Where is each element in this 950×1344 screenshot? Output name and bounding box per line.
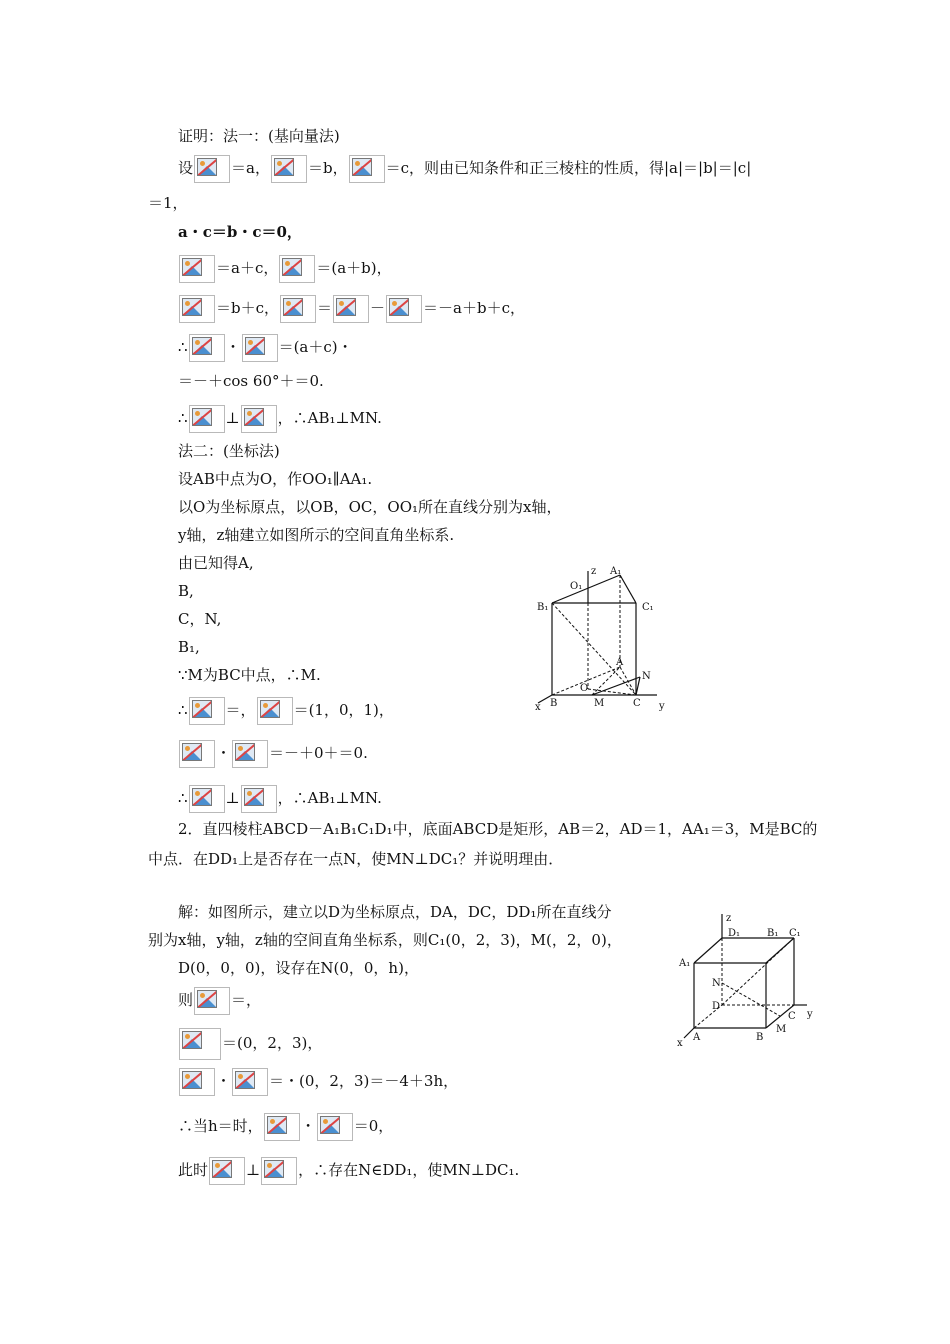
fig2-label-z: z: [726, 913, 732, 924]
p1-l6-text: ＝(a＋c)・: [278, 338, 353, 356]
solution-line5: [178, 1028, 322, 1060]
vector-image-icon: [209, 1157, 245, 1185]
p1-line1: [178, 155, 751, 183]
p1-line4: [178, 255, 392, 283]
vector-image-icon: [189, 405, 225, 433]
fig1-label-C: C: [633, 698, 641, 709]
p1-l4-text-a: ＝a＋c，: [216, 259, 279, 277]
p1-l5-text-d: ＝－a＋b＋c，: [423, 299, 525, 317]
p2-line6: C，N,: [178, 610, 222, 628]
sol-l8-perp: ⊥: [246, 1161, 261, 1179]
sol-l8-text-c: ，∴存在N∈DD₁，使MN⊥DC₁.: [298, 1161, 520, 1179]
fig1-label-A1: A₁: [610, 566, 622, 577]
vector-image-icon: [261, 1157, 297, 1185]
vector-image-icon: [349, 155, 385, 183]
solution-line4: [178, 987, 261, 1015]
fig2-label-D1: D₁: [728, 928, 741, 939]
vector-image-icon: [280, 295, 316, 323]
prism-figure-1: [532, 563, 674, 713]
fig1-label-B1: B₁: [537, 602, 549, 613]
p2-line3: y轴，z轴建立如图所示的空间直角坐标系.: [178, 526, 455, 544]
solution-line2: 别为x轴，y轴，z轴的空间直角坐标系，则C₁(0，2，3)，M(，2，0)，: [148, 931, 622, 949]
fig1-label-O1: O₁: [570, 581, 583, 592]
vector-image-icon: [333, 295, 369, 323]
p1-l1-text-d: ＝c，则由已知条件和正三棱柱的性质，得|a|＝|b|＝|c|: [385, 159, 752, 177]
fig1-label-N: N: [642, 671, 651, 682]
vector-image-icon: [189, 334, 225, 362]
problem2-line1: 2．直四棱柱ABCD－A₁B₁C₁D₁中，底面ABCD是矩形，AB＝2，AD＝1，AA₁＝3，M是BC的: [178, 820, 818, 838]
p1-l1-text-a: 设: [178, 159, 194, 177]
p1-line2: ＝1，: [148, 194, 188, 212]
vector-image-icon: [232, 740, 268, 768]
p2-l10-text: ＝－＋0＋＝0.: [269, 744, 368, 762]
p2-line8: ∵M为BC中点，∴M.: [178, 666, 321, 684]
fig2-label-D: D: [712, 1001, 721, 1012]
solution-line7: [178, 1113, 393, 1141]
sol-l7-text-a: ∴当h＝时，: [178, 1117, 263, 1135]
p1-line8: [178, 405, 382, 433]
cuboid-figure-2: [672, 908, 818, 1050]
p1-l8-perp: ⊥: [225, 409, 240, 427]
vector-image-icon: [317, 1113, 353, 1141]
p1-l1-text-c: ＝b，: [307, 159, 348, 177]
fig2-label-M: M: [776, 1024, 787, 1035]
vector-image-icon: [194, 987, 230, 1015]
p1-l5-text-c: －: [370, 299, 386, 317]
fig2-label-N: N: [712, 978, 721, 989]
vector-image-icon: [189, 785, 225, 813]
p1-line3: a・c＝b・c＝0，: [178, 223, 302, 241]
fig2-label-C1: C₁: [789, 928, 801, 939]
p2-l9-therefore: ∴: [178, 701, 188, 719]
fig1-label-A: A: [616, 657, 624, 668]
method2-title: 法二：(坐标法): [178, 442, 280, 460]
vector-image-icon: [194, 155, 230, 183]
p2-l10-dot: ・: [216, 744, 232, 762]
vector-image-icon: [189, 697, 225, 725]
vector-image-icon: [179, 740, 215, 768]
vector-image-icon: [264, 1113, 300, 1141]
vector-image-icon: [279, 255, 315, 283]
vector-image-icon: [179, 1068, 215, 1096]
sol-l6-dot: ・: [216, 1072, 232, 1090]
p2-l11-perp: ⊥: [225, 789, 240, 807]
vector-image-icon: [232, 1068, 268, 1096]
p1-l4-text-b: ＝(a＋b)，: [316, 259, 392, 277]
fig2-label-C: C: [788, 1011, 796, 1022]
solution-line1: 解：如图所示，建立以D为坐标原点，DA，DC，DD₁所在直线分: [178, 903, 612, 921]
p2-l9-text-b: ＝，: [225, 701, 256, 719]
sol-l5-text: ＝(0，2，3)，: [222, 1034, 323, 1052]
fig2-label-B: B: [756, 1032, 764, 1043]
p1-line5: [178, 295, 525, 323]
p1-l5-text-b: ＝: [317, 299, 333, 317]
p2-line10: [178, 740, 368, 768]
p2-l11-text: ，∴AB₁⊥MN.: [277, 789, 382, 807]
fig1-label-z: z: [591, 566, 597, 577]
vector-image-icon: [179, 1028, 221, 1060]
p1-l1-text-b: ＝a，: [231, 159, 270, 177]
vector-image-icon: [241, 785, 277, 813]
vector-image-icon: [386, 295, 422, 323]
fig2-label-x: x: [677, 1038, 683, 1049]
p1-l5-text-a: ＝b＋c，: [216, 299, 280, 317]
vector-image-icon: [257, 697, 293, 725]
fig1-label-x: x: [535, 702, 541, 713]
fig1-label-O: O: [580, 683, 589, 694]
sol-l4-text-b: ＝，: [231, 991, 262, 1009]
solution-line3: D(0，0，0)，设存在N(0，0，h)，: [178, 959, 419, 977]
fig1-label-y: y: [659, 701, 665, 712]
sol-l7-text-c: ＝0，: [353, 1117, 394, 1135]
p2-line9: [178, 697, 394, 725]
p2-line7: B₁,: [178, 638, 200, 656]
p2-l9-text-c: ＝(1，0，1)，: [293, 701, 394, 719]
solution-line6: [178, 1068, 458, 1096]
sol-l8-text-a: 此时: [178, 1161, 209, 1179]
p2-line1: 设AB中点为O，作OO₁∥AA₁.: [178, 470, 373, 488]
method1-title: 证明：法一：(基向量法): [178, 127, 340, 145]
vector-image-icon: [271, 155, 307, 183]
solution-line8: [178, 1157, 519, 1185]
fig1-label-C1: C₁: [642, 602, 654, 613]
p1-l8-text: ，∴AB₁⊥MN.: [277, 409, 382, 427]
p2-line5: B,: [178, 582, 194, 600]
vector-image-icon: [179, 255, 215, 283]
problem2-line2: 中点．在DD₁上是否存在一点N，使MN⊥DC₁？并说明理由．: [148, 850, 564, 868]
p1-line6: [178, 334, 353, 362]
fig2-label-B1: B₁: [767, 928, 779, 939]
fig2-label-y: y: [807, 1009, 813, 1020]
p2-line2: 以O为坐标原点，以OB，OC，OO₁所在直线分别为x轴，: [178, 498, 562, 516]
p2-line4: 由已知得A,: [178, 554, 254, 572]
fig1-label-B: B: [550, 698, 558, 709]
fig2-label-A: A: [693, 1032, 701, 1043]
vector-image-icon: [241, 405, 277, 433]
p1-l6-therefore: ∴: [178, 338, 188, 356]
p2-line11: [178, 785, 382, 813]
sol-l6-text: ＝・(0，2，3)＝－4＋3h，: [269, 1072, 459, 1090]
fig1-label-M: M: [594, 698, 605, 709]
p1-l8-therefore: ∴: [178, 409, 188, 427]
sol-l4-text-a: 则: [178, 991, 194, 1009]
p2-l11-therefore: ∴: [178, 789, 188, 807]
p1-l6-dot: ・: [225, 338, 241, 356]
fig2-label-A1: A₁: [679, 958, 691, 969]
p1-line7: ＝－＋cos 60°＋＝0.: [178, 372, 324, 390]
sol-l7-dot: ・: [300, 1117, 316, 1135]
vector-image-icon: [179, 295, 215, 323]
vector-image-icon: [242, 334, 278, 362]
